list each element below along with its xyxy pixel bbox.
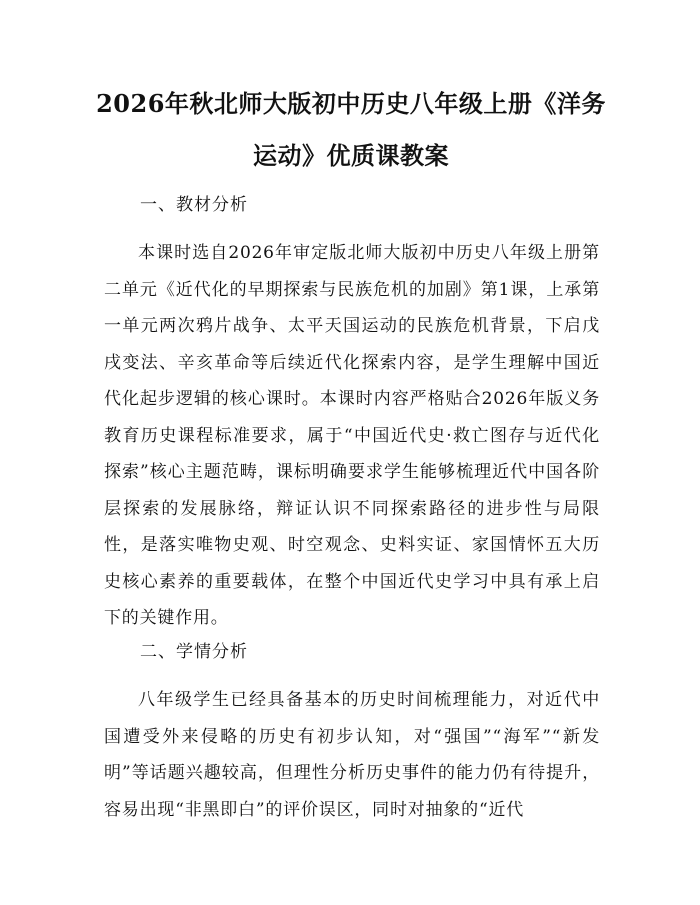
section-heading-student-analysis: 二、学情分析 [140, 642, 248, 662]
section-paragraph-textbook-analysis: 本课时选自2026年审定版北师大版初中历史八年级上册第二单元《近代化的早期探索与民族危机的加剧》第1课，上承第一单元两次鸦片战争、太平天国运动的民族危机背景，下启戊戌变法、辛亥革命等后续近代化探索内容，是学生理解中国近代化起步逻辑的核心课时。本课时内容严格贴合2026年版义务教育历史课程标准要求，属于“中国近代史·救亡图存与近代化探索”核心主题范畴，课标明确要求学生能够梳理近代中国各阶层探索的发展脉络，辩证认识不同探索路径的进步性与局限性，是落实唯物史观、时空观念、史料实证、家国情怀五大历史核心素养的重要载体，在整个中国近代史学习中具有承上启下的关键作用。 [104, 243, 600, 628]
document-title: 2026年秋北师大版初中历史八年级上册《洋务运动》优质课教案 [96, 89, 606, 170]
section-heading-textbook-analysis: 一、教材分析 [140, 195, 248, 215]
section-paragraph-student-analysis: 八年级学生已经具备基本的历史时间梳理能力，对近代中国遭受外来侵略的历史有初步认知，对“强国”“海军”“新发明”等话题兴趣较高，但理性分析历史事件的能力仍有待提升，容易出现“非黑即白”的评价误区，同时对抽象的“近代 [104, 690, 600, 820]
